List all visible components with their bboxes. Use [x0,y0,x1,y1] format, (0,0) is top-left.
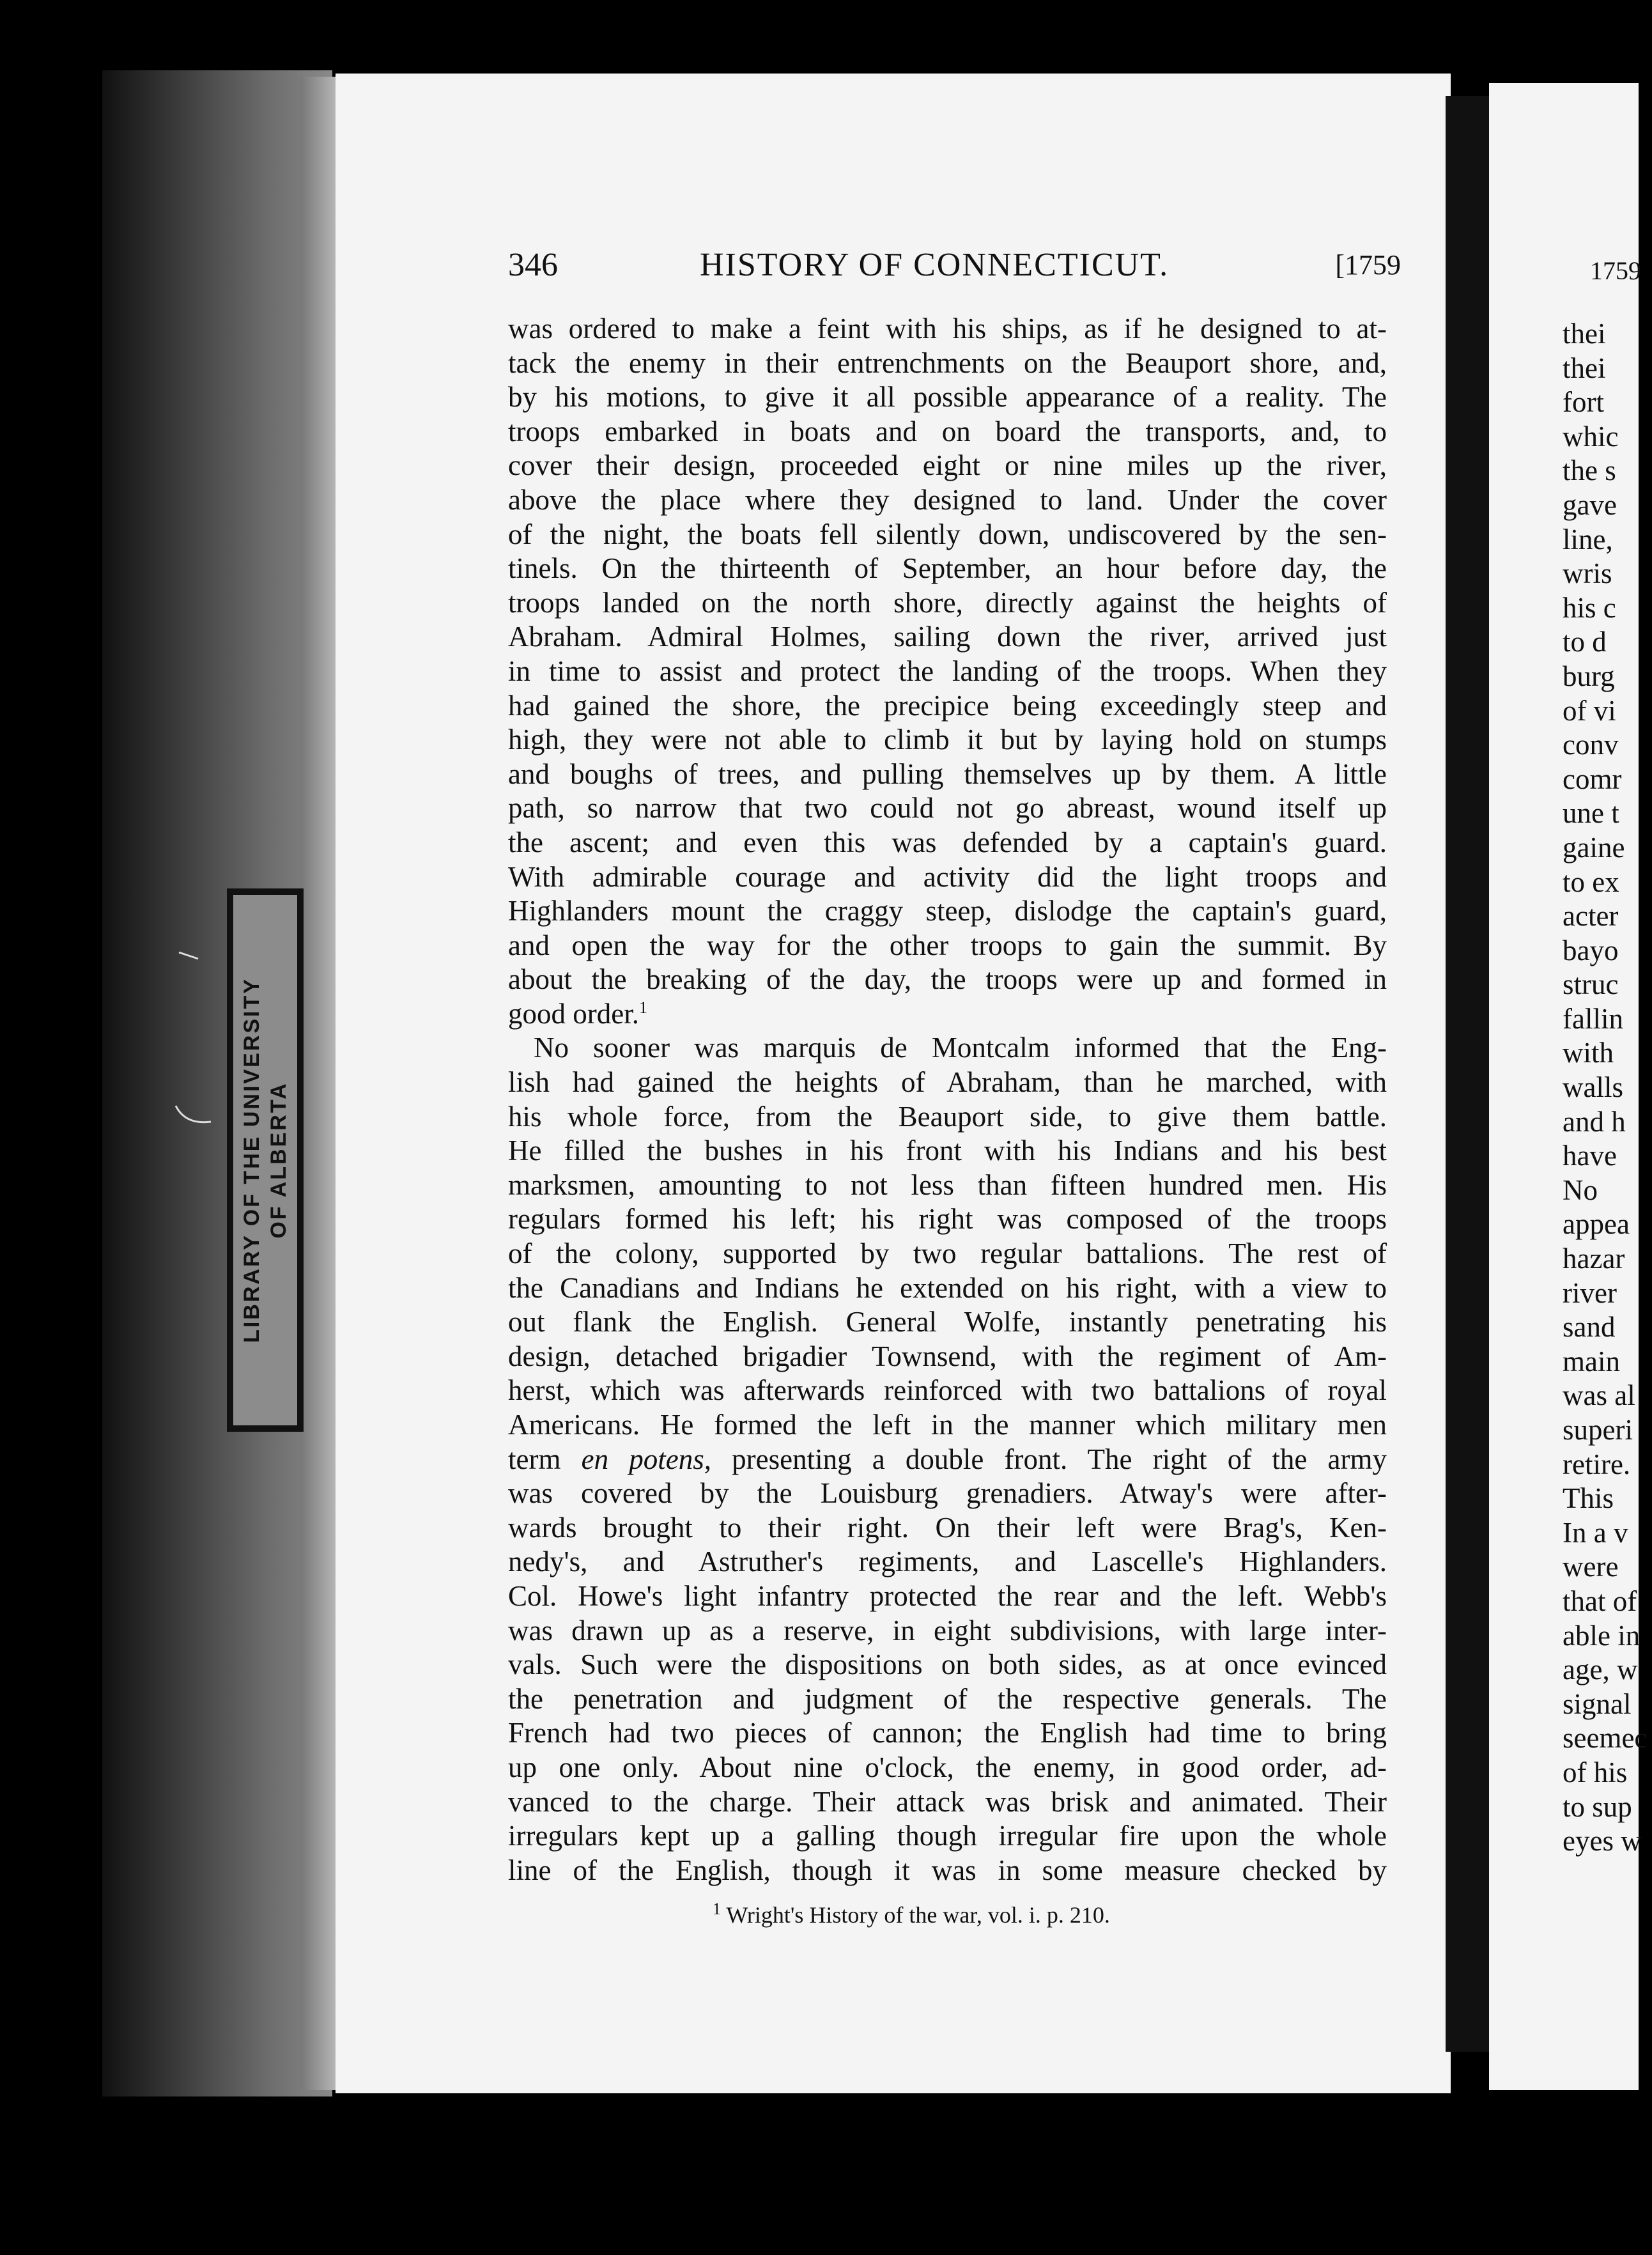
text-line: the Canadians and Indians he extended on his right, with a view to [508,1271,1387,1304]
text-line: herst, which was afterwards reinforced with two battalions of royal [508,1374,1387,1407]
right-page-line: that of [1563,1585,1637,1617]
right-page-line: have [1563,1140,1617,1172]
right-page-line: line, [1563,523,1613,555]
text-line: in time to assist and protect the landing of the troops. When they [508,655,1387,687]
right-page-line: was al [1563,1379,1635,1412]
right-page-line: whic [1563,420,1619,453]
text-line: French had two pieces of cannon; the English had time to bring [508,1717,1387,1749]
text-line: tinels. On the thirteenth of September, an hour before day, the [508,552,1387,585]
right-page-line: eyes w [1563,1825,1642,1857]
right-page-line: to d [1563,626,1607,658]
text-line: of the colony, supported by two regular battalions. The rest of [508,1237,1387,1270]
text-line: Highlanders mount the craggy steep, dislodge the captain's guard, [508,895,1387,927]
text-line: Americans. He formed the left in the manner which military men [508,1409,1387,1441]
text-line: He filled the bushes in his front with his Indians and his best [508,1135,1387,1167]
right-page-line: struc [1563,968,1619,1001]
text-line: the ascent; and even this was defended by a captain's guard. [508,826,1387,858]
right-page-line: seemec [1563,1722,1648,1755]
text-line: had gained the shore, the precipice being exceedingly steep and [508,689,1387,722]
right-page-line: acter [1563,900,1619,933]
footnote [713,1902,1288,1928]
text-line: line of the English, though it was in some measure checked by [508,1854,1387,1886]
text-line: up one only. About nine o'clock, the enemy, in good order, ad- [508,1751,1387,1783]
text-line: path, so narrow that two could not go abreast, wound itself up [508,792,1387,825]
text-line: vals. Such were the dispositions on both sides, as at once evinced [508,1648,1387,1681]
text-line: his whole force, from the Beauport side, to give them battle. [508,1100,1387,1133]
text-line: good order.$^1$ [508,997,647,1030]
right-page-line: to ex [1563,865,1619,898]
header-year: [1759 [1335,249,1401,281]
page-number: 346 [508,247,558,283]
right-page-line: the s [1563,454,1616,487]
page-header [508,246,1401,291]
text-line: the penetration and judgment of the respective generals. The [508,1682,1387,1715]
library-stamp [227,888,304,1432]
right-page-line: thei [1563,352,1606,384]
right-page-line: gaine [1563,831,1625,864]
right-page-line: retire. [1563,1448,1631,1480]
text-line: lish had gained the heights of Abraham, than he marched, with [508,1066,1387,1099]
text-line: was covered by the Louisburg grenadiers. Atway's were after- [508,1477,1387,1510]
footnote-marker: 1 [713,1900,721,1918]
text-line: Col. Howe's light infantry protected the rear and the left. Webb's [508,1579,1387,1612]
right-page-line: main [1563,1345,1620,1377]
text-line: With admirable courage and activity did the light troops and [508,860,1387,893]
text-line: Abraham. Admiral Holmes, sailing down the river, arrived just [508,621,1387,653]
text-line: nedy's, and Astruther's regiments, and Lascelle's Highlanders. [508,1546,1387,1578]
right-page-line: sand [1563,1311,1616,1344]
footnote-text: Wright's History of the war, vol. i. p. 210. [726,1902,1110,1928]
paragraph-2 [508,1031,1387,1887]
right-page-line: In a v [1563,1516,1628,1549]
stamp-line-1: LIBRARY OF THE UNIVERSITY [240,977,265,1343]
right-page-text [1563,317,1652,1859]
right-page-line: conv [1563,729,1619,761]
right-page-line: of vi [1563,694,1616,727]
italic-term: en potens, [581,1443,711,1475]
right-page-line: No [1563,1174,1598,1206]
right-page-line: able in [1563,1619,1640,1652]
text-line: and open the way for the other troops to gain the summit. By [508,929,1387,961]
footnote-ref: 1 [638,998,647,1017]
right-page-line: gave [1563,488,1617,521]
gutter-shadow [1446,96,1489,2052]
text-line: vanced to the charge. Their attack was brisk and animated. Their [508,1785,1387,1818]
text-line: tack the enemy in their entrenchments on the Beauport shore, and, [508,346,1387,379]
body-text [508,312,1387,1887]
right-page-line: walls [1563,1071,1623,1104]
right-page-line: appea [1563,1208,1630,1241]
right-page-line: hazar [1563,1243,1625,1275]
text-line: about the breaking of the day, the troops were up and formed in [508,963,1387,996]
right-page-line: with [1563,1037,1614,1069]
right-page-line: wris [1563,557,1612,590]
right-page-line: fort [1563,386,1604,419]
right-page-line: were [1563,1551,1619,1583]
text-line: was drawn up as a reserve, in eight subdivisions, with large inter- [508,1614,1387,1647]
right-page-line: superi [1563,1414,1633,1446]
text-line: troops embarked in boats and on board the transports, and, to [508,415,1387,447]
right-page-line: to sup [1563,1790,1632,1823]
right-page-line: age, w [1563,1654,1638,1686]
text-line: No sooner was marquis de Montcalm informed that the Eng- [534,1032,1387,1064]
right-page-line: river [1563,1276,1617,1309]
right-page-line: This [1563,1482,1614,1515]
text-line: cover their design, proceeded eight or nine miles up the river, [508,449,1387,482]
right-page-line: comr [1563,763,1622,795]
text-line: regulars formed his left; his right was composed of the troops [508,1203,1387,1236]
right-page-line: burg [1563,660,1615,692]
text-line: by his motions, to give it all possible appearance of a reality. The [508,381,1387,414]
right-page-line: une t [1563,797,1619,830]
text-line: wards brought to their right. On their left were Brag's, Ken- [508,1511,1387,1544]
stamp-line-2: OF ALBERTA [266,1081,291,1239]
text-line: above the place where they designed to land. Under the cover [508,483,1387,516]
right-page-line: of his [1563,1756,1628,1788]
text-line: troops landed on the north shore, directly against the heights of [508,586,1387,619]
right-page-line: his c [1563,591,1616,624]
text-line: term en potens, presenting a double front. The right of the army [508,1443,1387,1475]
text-line: high, they were not able to climb it but by laying hold on stumps [508,724,1387,756]
right-page-line: thei [1563,318,1606,350]
paragraph-1 [508,312,1387,1031]
text-line: of the night, the boats fell silently down, undiscovered by the sen- [508,518,1387,550]
running-title: HISTORY OF CONNECTICUT. [700,247,1170,283]
right-page-line: bayo [1563,934,1619,966]
text-line: marksmen, amounting to not less than fifteen hundred men. His [508,1168,1387,1201]
right-page-year: 1759 [1590,256,1641,285]
page-edge [300,77,339,2090]
right-page-line: signal [1563,1687,1632,1720]
text-line: design, detached brigadier Townsend, with the regiment of Am- [508,1340,1387,1372]
text-line: was ordered to make a feint with his ships, as if he designed to at- [508,313,1387,345]
right-page-line: and h [1563,1105,1626,1138]
text-line: out flank the English. General Wolfe, instantly penetrating his [508,1306,1387,1338]
text-line: irregulars kept up a galling though irregular fire upon the whole [508,1820,1387,1852]
margin-marks [173,946,224,1138]
right-page-line: fallin [1563,1002,1623,1035]
text-line: and boughs of trees, and pulling themselves up by them. A little [508,757,1387,790]
